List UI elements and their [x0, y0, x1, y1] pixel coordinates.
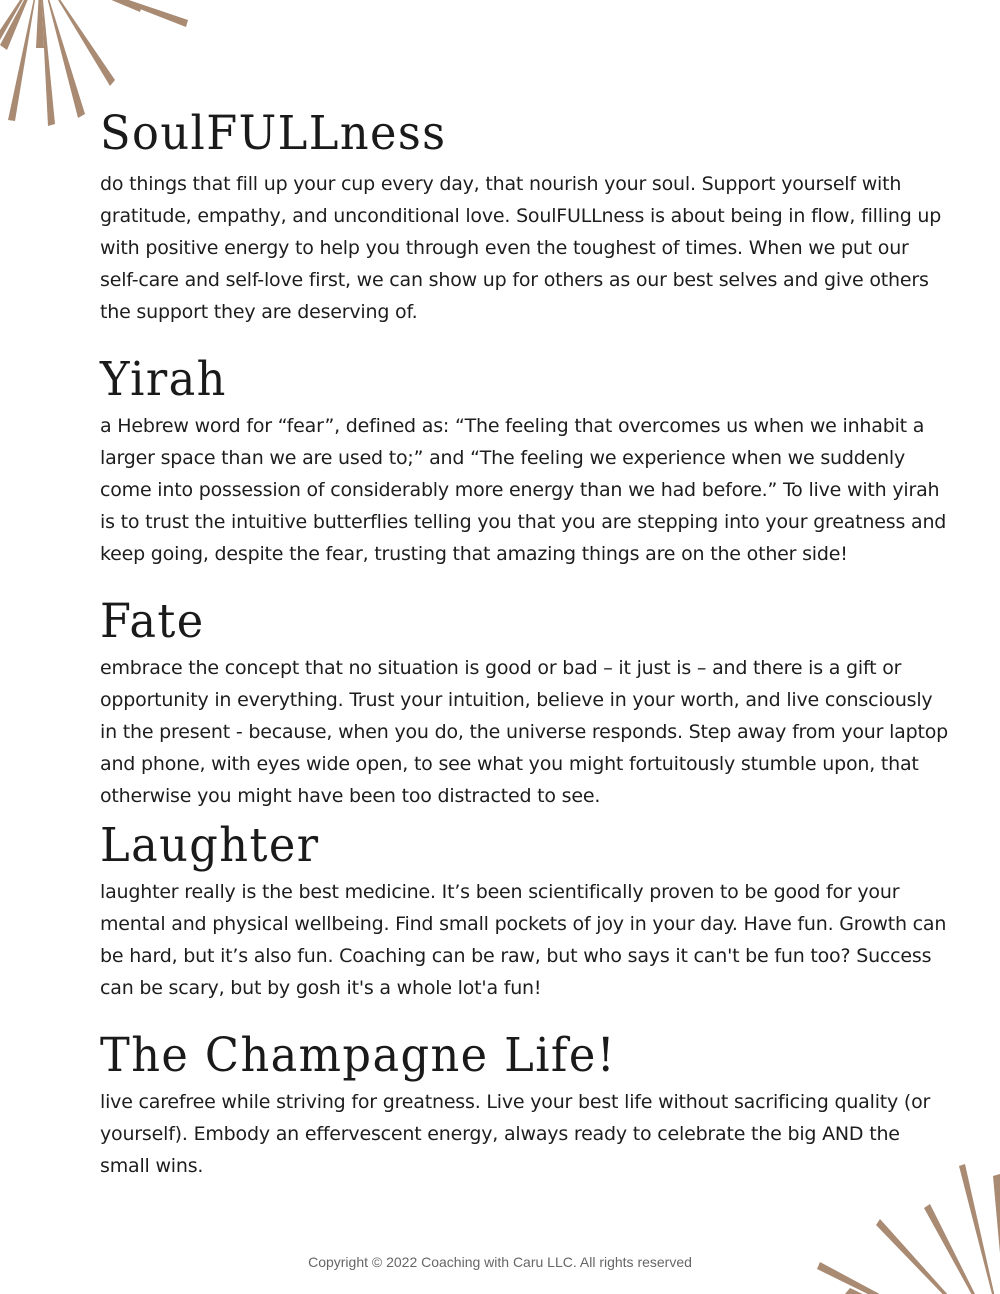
glossary-content [100, 104, 950, 1182]
section-body: embrace the concept that no situation is good or bad – it just is – and there is a gift or opportunity in everything. Trust your intuition, believe in your worth, and live consciously in the present - because, when you do, the universe responds. Step away from your laptop and phone, with eyes wide open, to see what you might fortuitously stumble upon, that otherwise you might have been too distracted to see. [100, 657, 949, 807]
section-fate [100, 592, 950, 812]
section-title: SoulFULLness [100, 106, 447, 161]
section-laughter [100, 816, 950, 1004]
copyright-footer: Copyright © 2022 Coaching with Caru LLC. All rights reserved [308, 1254, 692, 1270]
section-title: The Champagne Life! [100, 1028, 617, 1083]
section-soulfullness [100, 104, 950, 328]
section-body: a Hebrew word for “fear”, defined as: “The feeling that overcomes us when we inhabit a larger space than we are used to;” and “The feeling we experience when we suddenly come into possession of considerably more energy than we had before.” To live with yirah is to trust the intuitive butterflies telling you that you are stepping into your greatness and keep going, despite the fear, trusting that amazing things are on the other side! [100, 415, 947, 565]
section-title: Laughter [100, 818, 320, 873]
section-body: do things that fill up your cup every day, that nourish your soul. Support yourself with gratitude, empathy, and unconditional love. SoulFULLness is about being in flow, filling up with positive energy to help you through even the toughest of times. When we put our self-care and self-love first, we can show up for others as our best selves and give others the support they are deserving of. [100, 173, 942, 323]
section-champagne-life [100, 1026, 950, 1182]
section-body: laughter really is the best medicine. It’s been scientifically proven to be good for your mental and physical wellbeing. Find small pockets of joy in your day. Have fun. Growth can be hard, but it’s also fun. Coaching can be raw, but who says it can't be fun too? Success can be scary, but by gosh it's a whole lot'a fun! [100, 881, 947, 999]
section-title: Fate [100, 594, 205, 649]
section-title: Yirah [100, 352, 227, 407]
section-yirah [100, 350, 950, 570]
starburst-icon [810, 1164, 1000, 1294]
section-body: live carefree while striving for greatness. Live your best life without sacrificing quality (or yourself). Embody an effervescent energy, always ready to celebrate the big AND the small wins. [100, 1091, 931, 1177]
